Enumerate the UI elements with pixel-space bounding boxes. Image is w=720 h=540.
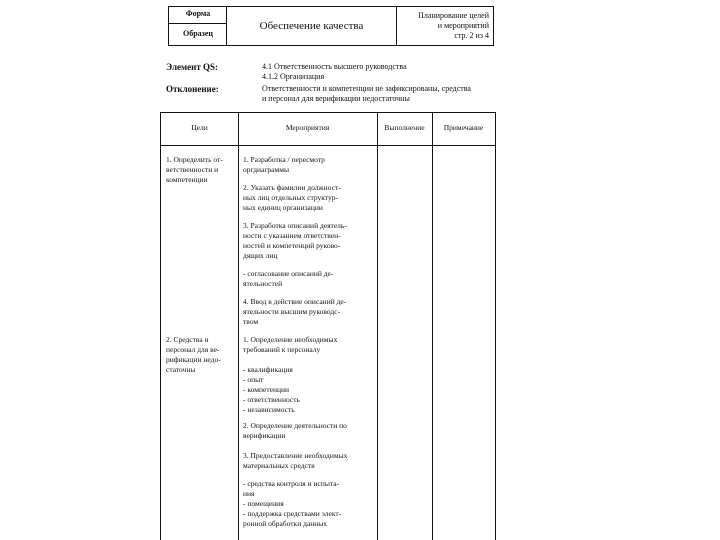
goal-line: ветственности и <box>166 165 219 174</box>
column-header-goals: Цели <box>191 123 208 132</box>
deviation-label: Отклонение: <box>166 84 219 94</box>
measure-item <box>243 221 347 261</box>
measure-item <box>243 269 333 289</box>
header-title: Обеспечение качества <box>227 7 397 45</box>
measure-line: - компетенции <box>243 385 289 394</box>
measure-line: ния <box>243 489 255 498</box>
measure-line: ностей и компетенций руково- <box>243 241 341 250</box>
element-label: Элемент QS: <box>166 62 219 72</box>
measure-line: твом <box>243 317 259 326</box>
element-line: 4.1 Ответственность высшего руководства <box>262 62 407 71</box>
goal-line: 2. Средства и <box>166 335 209 344</box>
measure-line: дящих лиц <box>243 251 278 260</box>
measure-line: требований к персоналу <box>243 345 321 354</box>
form-type-cell <box>169 7 227 45</box>
measure-line: 3. Предоставление необходимых <box>243 451 348 460</box>
measure-item <box>243 421 347 441</box>
measure-line: оргдиаграммы <box>243 165 290 174</box>
measure-item <box>243 155 325 175</box>
measure-line: 1. Определение необходимых <box>243 335 338 344</box>
measure-line: материальных средств <box>243 461 315 470</box>
deviation-line: и персонал для верификации недостаточны <box>262 94 410 103</box>
column-divider <box>377 113 378 540</box>
form-label: Форма <box>185 9 211 18</box>
measure-line: ронной обработки данных <box>243 519 328 528</box>
measure-line: - помещения <box>243 499 284 508</box>
measure-item <box>243 335 337 355</box>
measure-item <box>243 297 346 327</box>
measure-line: верификации <box>243 431 286 440</box>
measure-line: 3. Разработка описаний деятель- <box>243 221 347 230</box>
measure-line: ных лиц отдельных структур- <box>243 193 338 202</box>
measure-line: - средства контроля и испыта- <box>243 479 340 488</box>
sample-label: Образец <box>182 29 214 38</box>
header-right <box>397 11 493 41</box>
column-header-measures: Мероприятия <box>285 123 330 132</box>
column-divider <box>432 113 433 540</box>
measure-item <box>243 365 300 415</box>
goal-line: персонал для ве- <box>166 345 220 354</box>
plan-table <box>160 112 496 540</box>
measure-item <box>243 451 347 471</box>
header-row-divider <box>161 145 495 146</box>
header-right-line: и мероприятий <box>437 21 489 30</box>
element-line: 4.1.2 Организация <box>262 72 325 81</box>
form-cell-divider <box>169 23 227 24</box>
deviation-line: Ответственности и компетенции не зафиксированы, средства <box>262 84 471 93</box>
measure-line: 2. Определение деятельности по <box>243 421 347 430</box>
measure-line: 2. Указать фамилии должност- <box>243 183 341 192</box>
measure-line: - квалификация <box>243 365 293 374</box>
measure-line: - независимость <box>243 405 295 414</box>
column-header-remark: Примечание <box>443 123 484 132</box>
measure-line: - поддержка средствами элект- <box>243 509 342 518</box>
column-divider <box>238 113 239 540</box>
measure-line: ятельностей <box>243 279 283 288</box>
goal-line: статочны <box>166 365 196 374</box>
header-right-line: Планирование целей <box>418 11 489 20</box>
column-header-execution: Выполнение <box>384 123 425 132</box>
page-number: стр. 2 из 4 <box>454 31 489 40</box>
measure-line: - опыт <box>243 375 264 384</box>
measure-line: - согласование описаний де- <box>243 269 334 278</box>
goal-line: 1. Определить от- <box>166 155 223 164</box>
measure-line: 1. Разработка / пересмотр <box>243 155 325 164</box>
goal-line: компетенции <box>166 175 208 184</box>
measure-line: - ответственность <box>243 395 300 404</box>
measure-line: ных единиц организации <box>243 203 323 212</box>
measure-item <box>243 183 341 213</box>
goal-item <box>166 155 223 185</box>
measure-item <box>243 479 341 529</box>
measure-line: 4. Ввод в действие описаний де- <box>243 297 347 306</box>
measure-line: ятельности высшим руководс- <box>243 307 341 316</box>
measure-line: ности с указанием ответствен- <box>243 231 341 240</box>
goal-line: рификации недо- <box>166 355 221 364</box>
form-header <box>168 6 494 46</box>
goal-item <box>166 335 221 375</box>
